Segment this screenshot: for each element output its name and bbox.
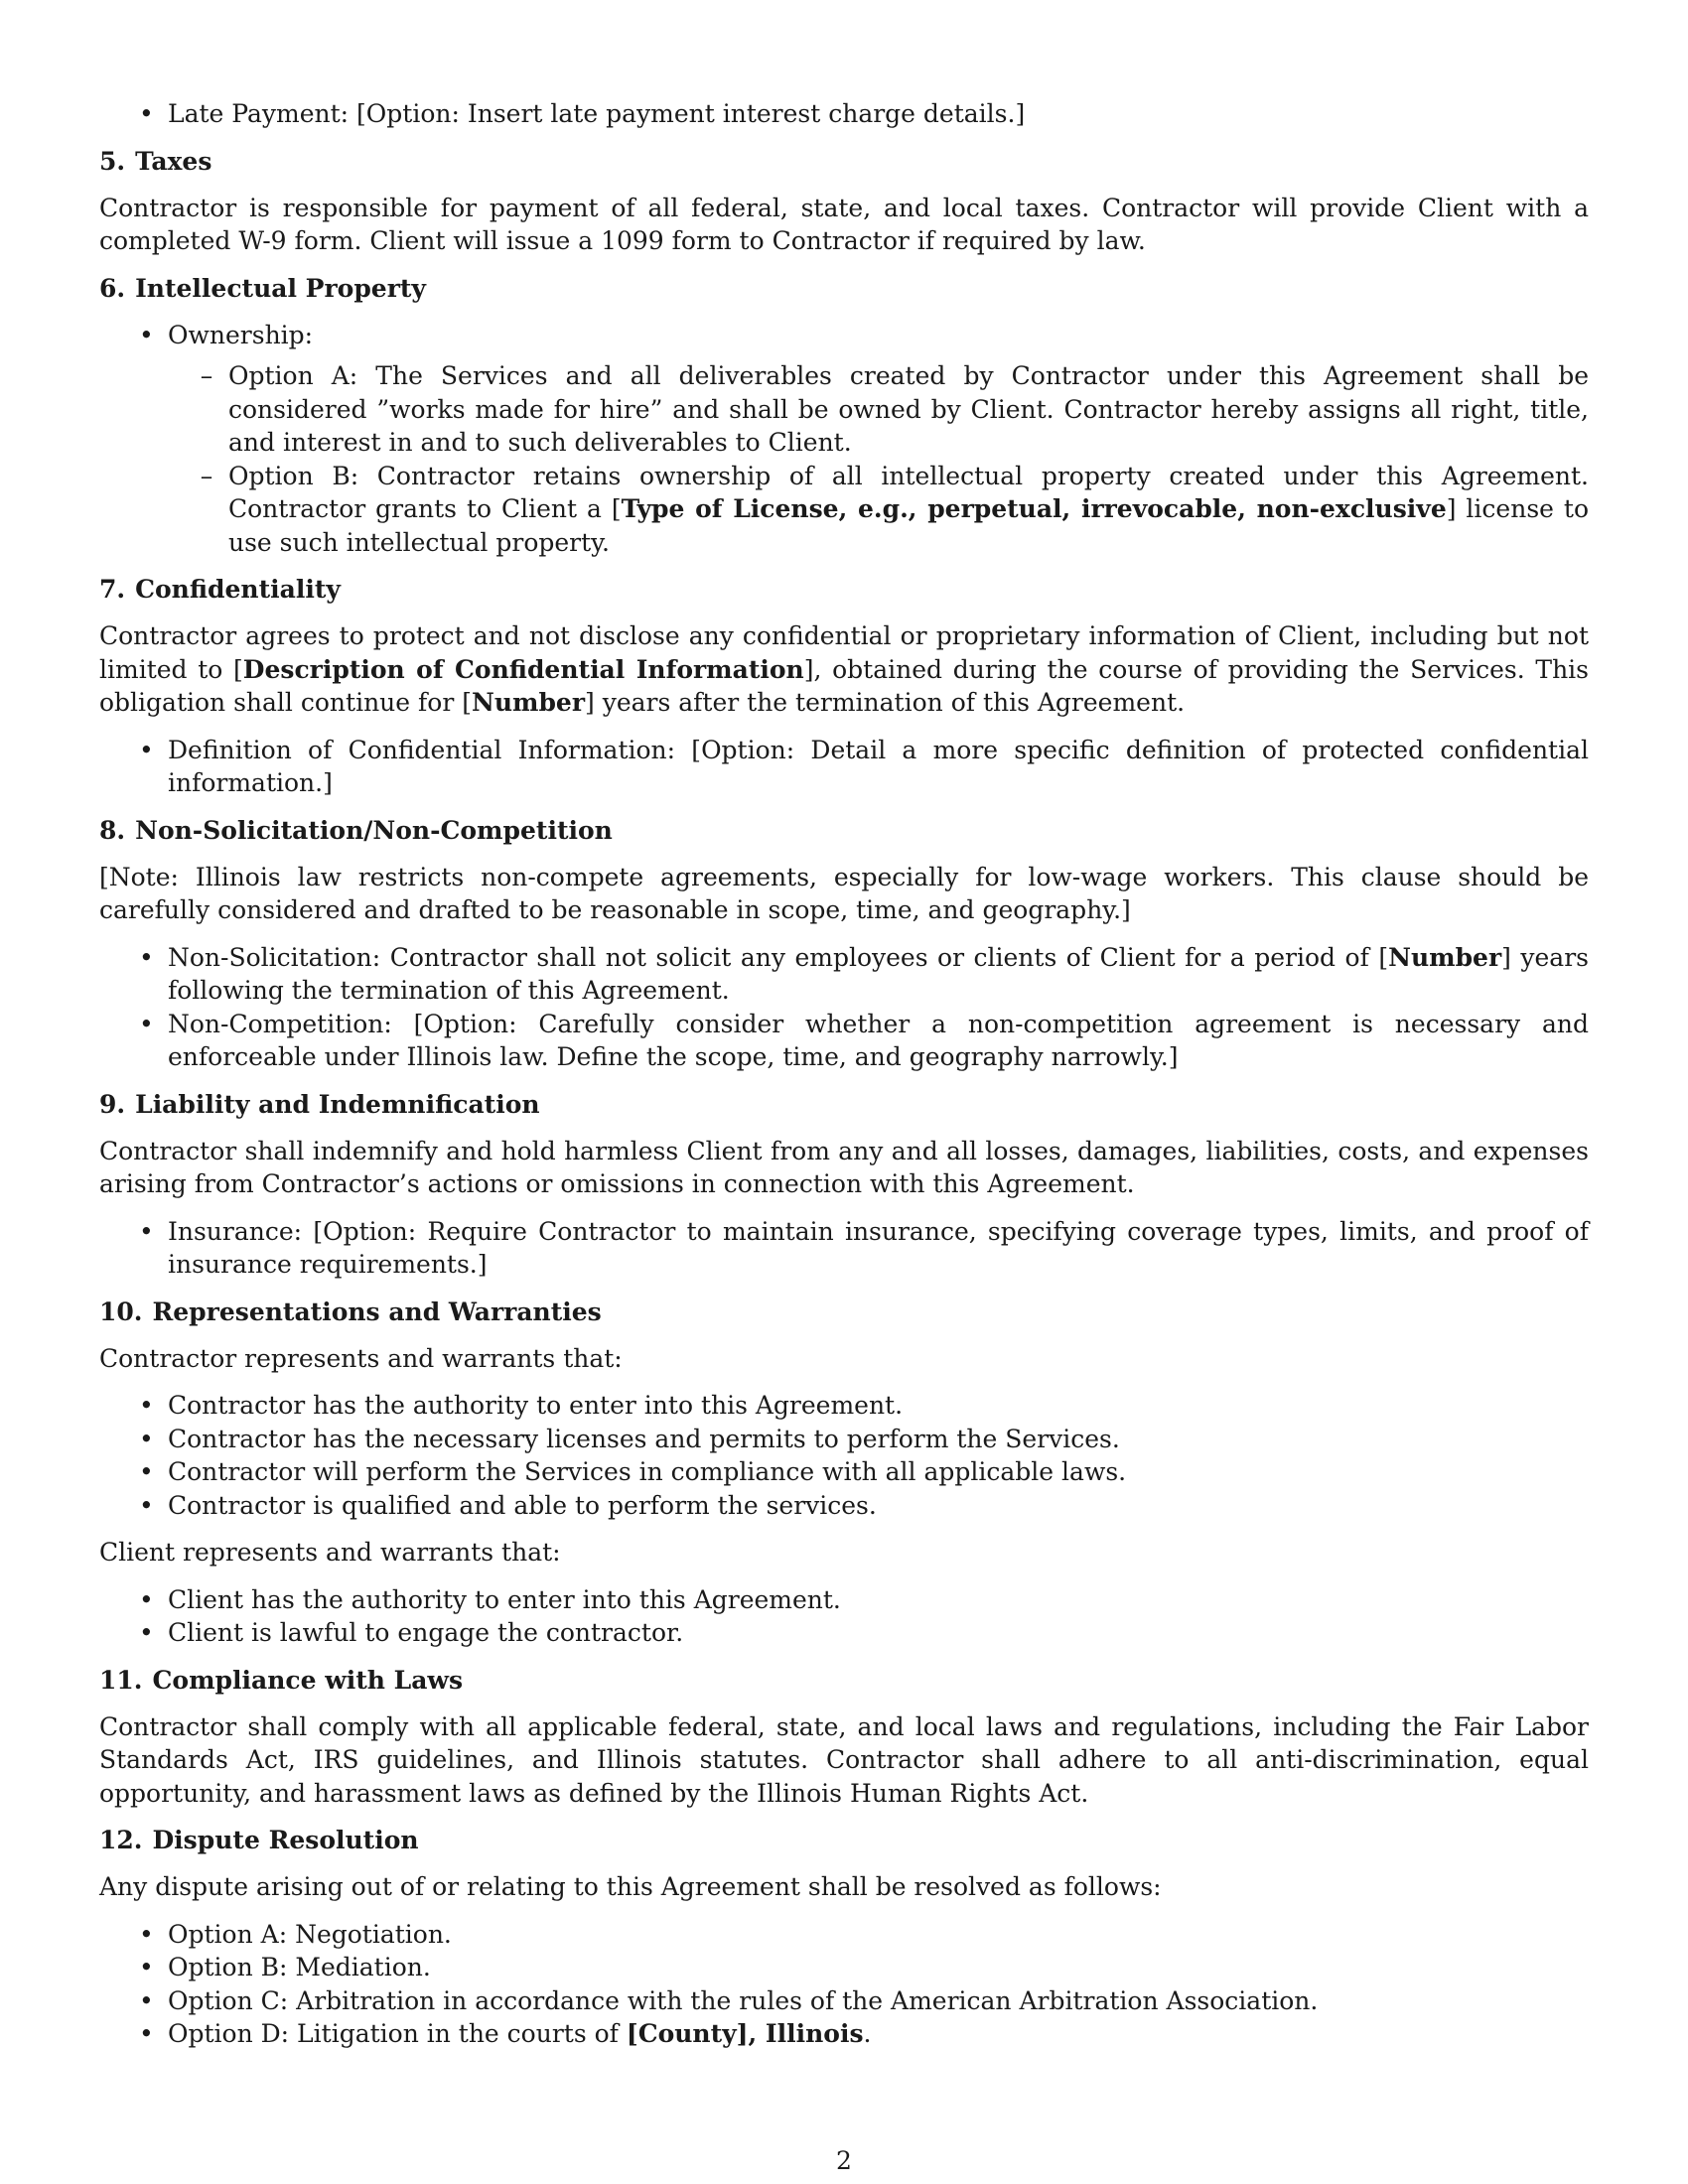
document-body	[99, 97, 1589, 2065]
bullet-icon: •	[139, 1584, 154, 1614]
text-run: ], obtained during the course of providing the Services. This obligation shall continue for [	[99, 654, 1590, 717]
list-item	[99, 1918, 1589, 1952]
list-item	[99, 1008, 1589, 1074]
list-item-text: Contractor has the necessary licenses and permits to perform the Services.	[168, 1424, 1120, 1453]
non-solicitation-list	[99, 941, 1589, 1074]
list-item-text: Contractor has the authority to enter into this Agreement.	[168, 1391, 904, 1420]
section-heading-representations	[99, 1296, 1589, 1328]
list-item	[99, 1389, 1589, 1423]
section-title: Dispute Resolution	[152, 1826, 419, 1854]
option-b-text-end: ] license to use such intellectual property.	[228, 494, 1589, 557]
bullet-icon: •	[139, 942, 154, 972]
ownership-options	[168, 359, 1589, 559]
ownership-label: Ownership:	[168, 320, 314, 349]
list-item	[99, 941, 1589, 1008]
list-item	[168, 460, 1589, 560]
definition-text: Definition of Confidential Information: [Option: Detail a more specific definition of protected confidential information.]	[168, 735, 1589, 797]
option-b-text: Option B: Contractor retains ownership of all intellectual property created under this Agreement. Contractor grants to Client a [	[228, 461, 1589, 523]
list-item	[99, 734, 1589, 800]
late-payment-text: Late Payment: [Option: Insert late payment interest charge details.]	[168, 99, 1026, 128]
section-number: 9.	[99, 1089, 126, 1119]
section-number: 6.	[99, 273, 126, 303]
confidentiality-paragraph	[99, 619, 1589, 720]
list-item	[99, 1423, 1589, 1456]
license-type-placeholder: Type of License, e.g., perpetual, irrevocable, non-exclusive	[621, 494, 1447, 523]
section-heading-intellectual-property	[99, 272, 1589, 305]
bullet-icon: •	[139, 1919, 154, 1949]
list-item	[99, 97, 1589, 131]
text-run: Contractor agrees to protect and not disclose any confidential or proprietary information of Client, including but not limited to [	[99, 621, 1589, 684]
section-title: Compliance with Laws	[152, 1665, 464, 1695]
section-number: 11.	[99, 1665, 143, 1695]
list-item-text: Client is lawful to engage the contractor.	[168, 1618, 684, 1647]
list-item	[99, 2017, 1589, 2051]
page-number: 2	[836, 2146, 852, 2175]
non-competition-text: Non-Competition: [Option: Carefully consider whether a non-competition agreement is necessary and enforceable under Illinois law. Define the scope, time, and geography narrowly.]	[168, 1009, 1589, 1071]
compliance-paragraph: Contractor shall comply with all applicable federal, state, and local laws and regulations, including the Fair Labor Standards Act, IRS guidelines, and Illinois statutes. Contractor shall adhere to all anti-discrimination, equal opportunity, and harassment laws as defined by the Illinois Human Rights Act.	[99, 1711, 1589, 1808]
section-title: Non-Solicitation/Non-Competition	[135, 815, 613, 845]
bullet-icon: •	[139, 1985, 154, 2015]
section-number: 10.	[99, 1297, 143, 1326]
list-item	[99, 1984, 1589, 2018]
list-item-text: Option A: Negotiation.	[168, 1919, 452, 1949]
list-item-text: Client has the authority to enter into this Agreement.	[168, 1584, 841, 1614]
bullet-icon: •	[139, 1490, 154, 1520]
client-warranties-intro: Client represents and warrants that:	[99, 1538, 561, 1567]
dash-icon: –	[200, 361, 213, 390]
insurance-text: Insurance: [Option: Require Contractor to maintain insurance, specifying coverage types, limits, and proof of insurance requirements.]	[168, 1216, 1589, 1279]
section-heading-confidentiality	[99, 573, 1589, 606]
contractor-warranties-intro: Contractor represents and warrants that:	[99, 1343, 623, 1373]
late-payment-list	[99, 97, 1589, 131]
section-heading-dispute-resolution	[99, 1824, 1589, 1856]
section-heading-non-solicitation	[99, 814, 1589, 847]
section-heading-liability	[99, 1088, 1589, 1121]
section-number: 7.	[99, 575, 126, 604]
section-heading-taxes	[99, 145, 1589, 178]
section-title: Taxes	[135, 146, 212, 176]
text-run: Option D: Litigation in the courts of	[168, 2019, 627, 2048]
ip-list	[99, 319, 1589, 560]
dispute-intro: Any dispute arising out of or relating to this Agreement shall be resolved as follows:	[99, 1872, 1162, 1901]
bullet-icon: •	[139, 1457, 154, 1486]
bullet-icon: •	[139, 1424, 154, 1453]
list-item	[99, 1489, 1589, 1523]
bullet-icon: •	[139, 1391, 154, 1420]
liability-paragraph: Contractor shall indemnify and hold harmless Client from any and all losses, damages, liabilities, costs, and expenses arising from Contractor’s actions or omissions in connection with this Agreement.	[99, 1136, 1589, 1198]
bullet-icon: •	[139, 320, 154, 349]
contractor-warranties-list	[99, 1389, 1589, 1522]
list-item	[99, 1616, 1589, 1650]
client-warranties-list	[99, 1583, 1589, 1650]
county-placeholder: [County], Illinois	[626, 2019, 864, 2048]
section-number: 12.	[99, 1826, 143, 1854]
list-item	[99, 1951, 1589, 1984]
section-number: 5.	[99, 146, 126, 176]
text-run: Non-Solicitation: Contractor shall not solicit any employees or clients of Client for a period of [	[168, 942, 1389, 972]
text-run: ] years after the termination of this Agreement.	[585, 688, 1186, 717]
confidential-info-placeholder: Description of Confidential Information	[242, 654, 804, 684]
bullet-icon: •	[139, 1618, 154, 1647]
option-a-text: Option A: The Services and all deliverables created by Contractor under this Agreement shall be considered ”works made for hire” and shall be owned by Client. Contractor hereby assigns all right, title, and interest in and to such deliverables to Client.	[228, 361, 1589, 457]
section-title: Confidentiality	[135, 575, 341, 604]
number-placeholder: Number	[1388, 942, 1502, 972]
taxes-paragraph: Contractor is responsible for payment of all federal, state, and local taxes. Contractor will provide Client with a completed W-9 form. Client will issue a 1099 form to Contractor if required by law.	[99, 193, 1589, 255]
dash-icon: –	[200, 461, 213, 490]
insurance-list	[99, 1215, 1589, 1282]
dispute-options-list	[99, 1918, 1589, 2051]
bullet-icon: •	[139, 1009, 154, 1038]
section-title: Liability and Indemnification	[135, 1089, 540, 1119]
number-placeholder: Number	[471, 688, 586, 717]
non-compete-note: [Note: Illinois law restricts non-compete agreements, especially for low-wage workers. This clause should be carefully considered and drafted to be reasonable in scope, time, and geography.]	[99, 862, 1589, 924]
list-item	[99, 319, 1589, 560]
list-item-text: Option B: Mediation.	[168, 1953, 431, 1981]
bullet-icon: •	[139, 2019, 154, 2048]
bullet-icon: •	[139, 1216, 154, 1246]
list-item-text: Option C: Arbitration in accordance with the rules of the American Arbitration Association.	[168, 1985, 1319, 2015]
list-item-text: Contractor is qualified and able to perform the services.	[168, 1490, 877, 1520]
list-item	[99, 1583, 1589, 1617]
bullet-icon: •	[139, 99, 154, 128]
list-item	[99, 1455, 1589, 1489]
list-item	[168, 359, 1589, 460]
section-title: Intellectual Property	[135, 273, 426, 303]
bullet-icon: •	[139, 735, 154, 764]
text-run: .	[863, 2019, 872, 2048]
section-number: 8.	[99, 815, 126, 845]
list-item	[99, 1215, 1589, 1282]
section-heading-compliance	[99, 1664, 1589, 1697]
section-title: Representations and Warranties	[152, 1297, 602, 1326]
text-run: ] years following the termination of this Agreement.	[168, 942, 1589, 1005]
bullet-icon: •	[139, 1953, 154, 1981]
list-item-text: Contractor will perform the Services in compliance with all applicable laws.	[168, 1457, 1127, 1486]
confidentiality-list	[99, 734, 1589, 800]
